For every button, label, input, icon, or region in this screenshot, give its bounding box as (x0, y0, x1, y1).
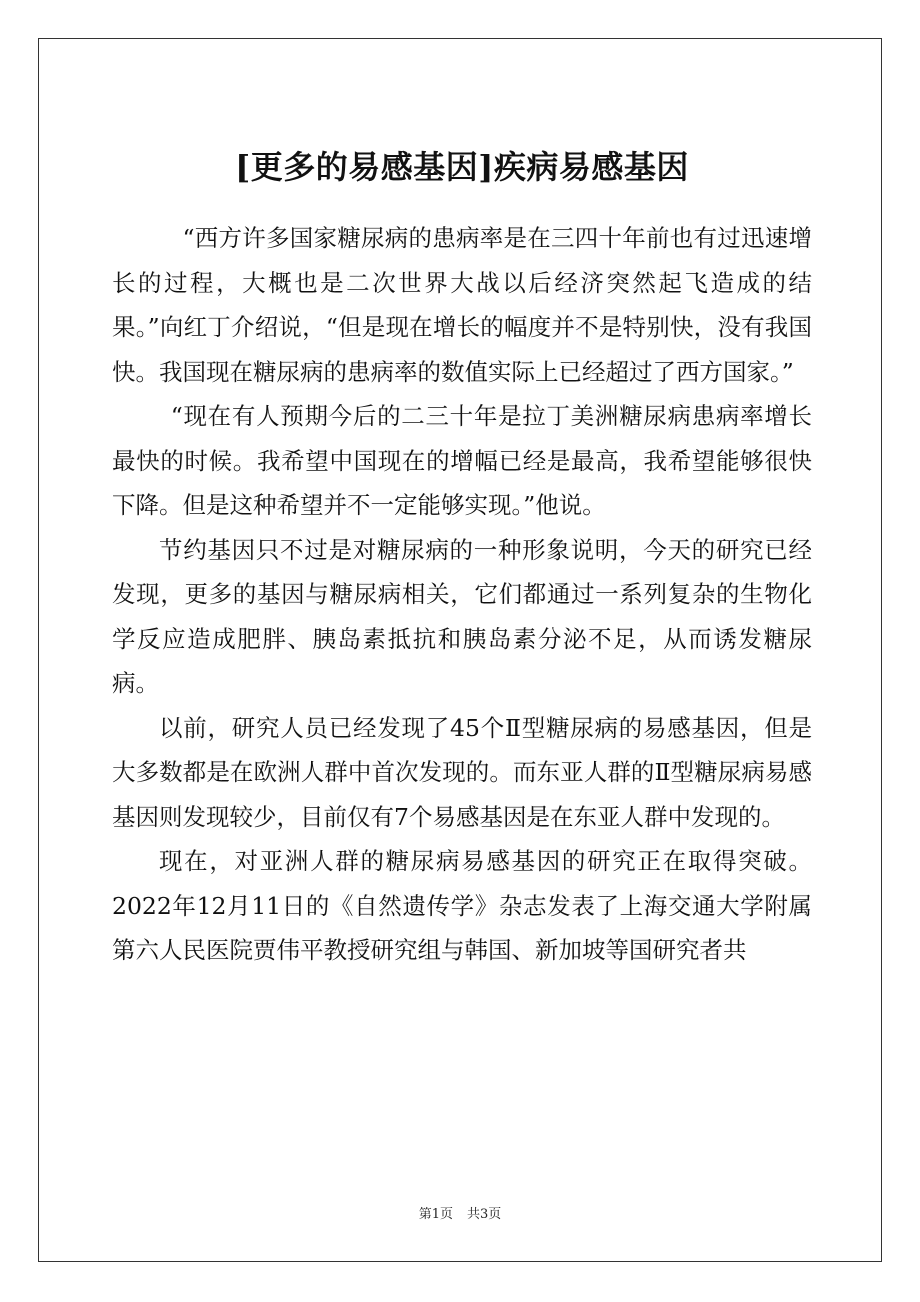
document-body (112, 144, 812, 973)
paragraph-1: “西方许多国家糖尿病的患病率是在三四十年前也有过迅速增长的过程，大概也是二次世界大战以后经济突然起飞造成的结果。”向红丁介绍说，“但是现在增长的幅度并不是特别快，没有我国快。我国现在糖尿病的患病率的数值实际上已经超过了西方国家。” (112, 224, 812, 386)
paragraph-2: “现在有人预期今后的二三十年是拉丁美洲糖尿病患病率增长最快的时候。我希望中国现在的增幅已经是最高，我希望能够很快下降。但是这种希望并不一定能够实现。”他说。 (112, 402, 812, 519)
page-number: 第1页 (418, 1207, 453, 1222)
paragraph-4: 以前，研究人员已经发现了45个Ⅱ型糖尿病的易感基因，但是大多数都是在欧洲人群中首次发现的。而东亚人群的Ⅱ型糖尿病易感基因则发现较少，目前仅有7个易感基因是在东亚人群中发现的。 (112, 713, 812, 831)
page-total: 共3页 (467, 1207, 502, 1222)
paragraph-3: 节约基因只不过是对糖尿病的一种形象说明，今天的研究已经发现，更多的基因与糖尿病相关，它们都通过一系列复杂的生物化学反应造成肥胖、胰岛素抵抗和胰岛素分泌不足，从而诱发糖尿病。 (112, 535, 812, 697)
paragraph-5: 现在，对亚洲人群的糖尿病易感基因的研究正在取得突破。2022年12月11日的《自然遗传学》杂志发表了上海交通大学附属第六人民医院贾伟平教授研究组与韩国、新加坡等国研究者共 (112, 847, 812, 964)
page-footer (0, 1206, 920, 1224)
document-title: [更多的易感基因]疾病易感基因 (235, 148, 689, 186)
